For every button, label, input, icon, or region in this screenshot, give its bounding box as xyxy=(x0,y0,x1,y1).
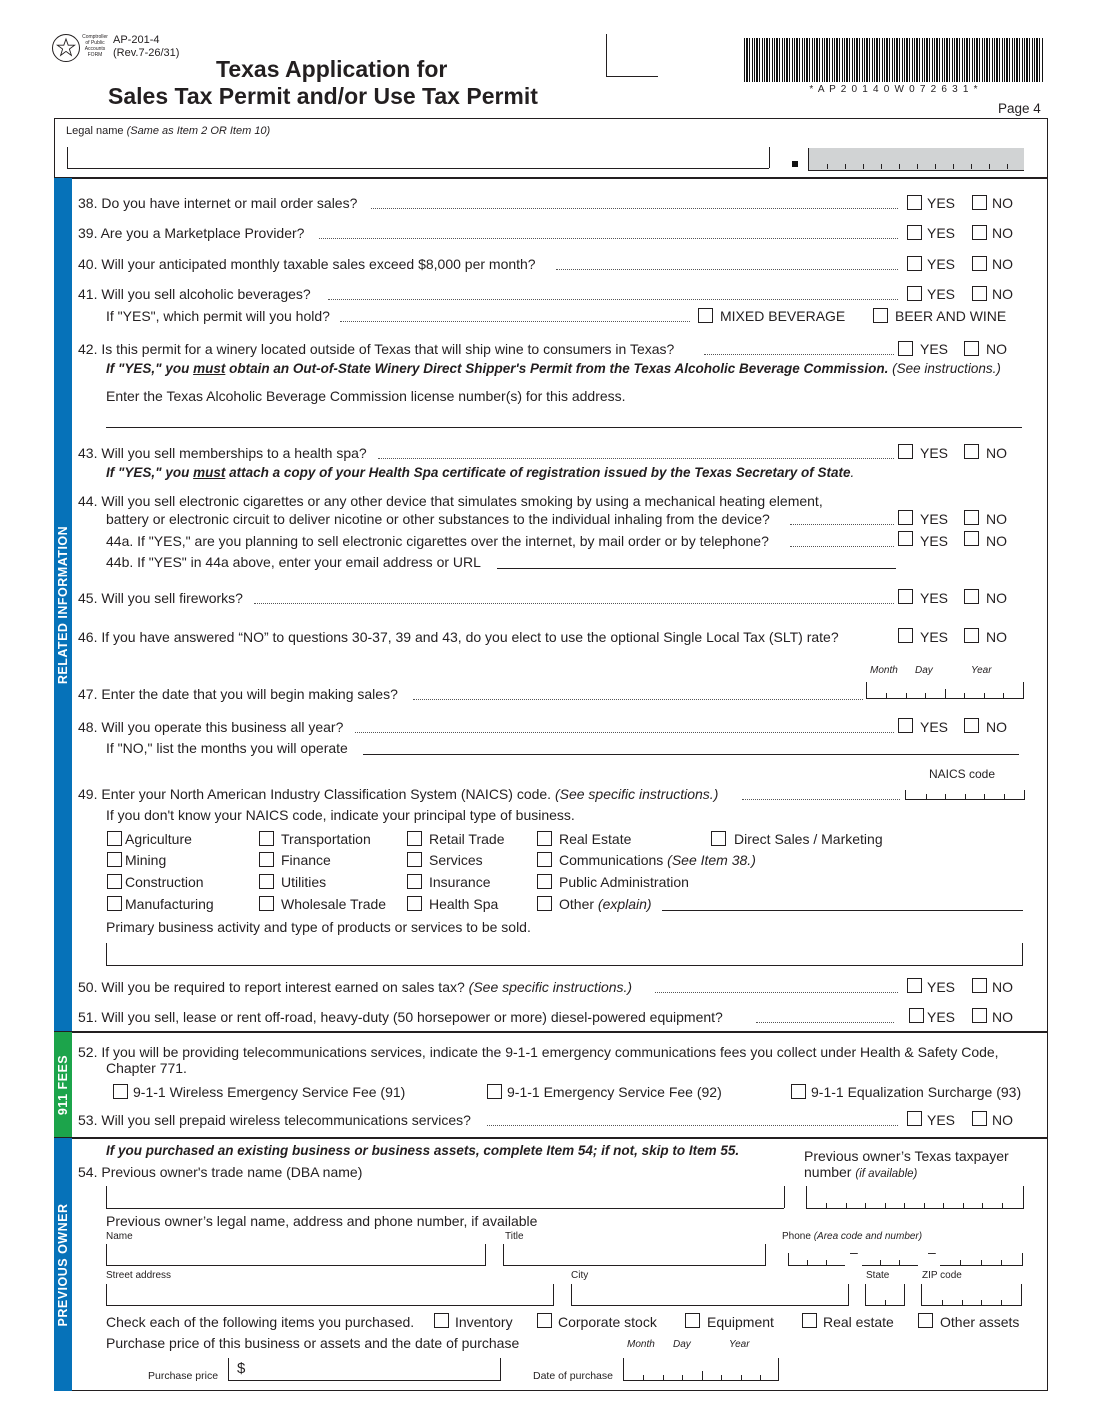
legal-name-field[interactable] xyxy=(769,147,770,168)
real-estate-purchased-checkbox[interactable] xyxy=(802,1313,817,1328)
q41-yes-checkbox[interactable] xyxy=(907,286,922,301)
q44b-email-field[interactable] xyxy=(497,568,896,569)
primary-activity-field[interactable] xyxy=(106,943,107,965)
dollar-sign: $ xyxy=(237,1360,246,1377)
q48-yes-checkbox[interactable] xyxy=(898,718,913,733)
primary-activity-label: Primary business activity and type of products or services to be sold. xyxy=(106,919,531,935)
question-52-cont: Chapter 771. xyxy=(106,1060,187,1076)
leader-dots xyxy=(328,299,898,300)
name-label: Name xyxy=(106,1231,133,1242)
leader-dots xyxy=(790,546,894,547)
purchase-price-label: Purchase price xyxy=(148,1370,219,1382)
health-spa-checkbox[interactable] xyxy=(407,896,422,911)
communications-label: Communications (See Item 38.) xyxy=(559,852,756,868)
q43-no-label: NO xyxy=(986,445,1007,461)
start-date-field[interactable] xyxy=(866,682,1024,699)
q44-yes-checkbox[interactable] xyxy=(898,510,913,525)
q46-no-checkbox[interactable] xyxy=(964,628,979,643)
leader-dots xyxy=(556,269,898,270)
form-title-line2: Sales Tax Permit and/or Use Tax Permit xyxy=(108,83,538,109)
q45-no-checkbox[interactable] xyxy=(964,589,979,604)
state-label: State xyxy=(866,1270,890,1281)
other-checkbox[interactable] xyxy=(537,896,552,911)
q51-yes-checkbox[interactable] xyxy=(909,1008,924,1023)
agriculture-label: Agriculture xyxy=(125,831,192,847)
q42-no-label: NO xyxy=(986,341,1007,357)
leader-dots xyxy=(319,238,898,239)
zip-label: ZIP code xyxy=(922,1270,962,1281)
purchase-year-label: Year xyxy=(729,1339,750,1350)
q42-yes-checkbox[interactable] xyxy=(898,341,913,356)
phone-label: Phone (Area code and number) xyxy=(782,1231,923,1242)
q42-license-label: Enter the Texas Alcoholic Beverage Commission license number(s) for this address. xyxy=(106,388,626,404)
q50-no-checkbox[interactable] xyxy=(972,978,987,993)
finance-checkbox[interactable] xyxy=(259,852,274,867)
equipment-label: Equipment xyxy=(707,1314,774,1330)
question-46: 46. If you have answered “NO” to questions 30-37, 39 and 43, do you elect to use the optional Single Local Tax (SLT) rate? xyxy=(78,629,839,645)
q48-no-label: NO xyxy=(986,719,1007,735)
q41-no-label: NO xyxy=(992,286,1013,302)
q48-yes-label: YES xyxy=(920,719,949,735)
q44a-no-label: NO xyxy=(986,533,1007,549)
question-45: 45. Will you sell fireworks? xyxy=(78,590,243,606)
purchase-price-field[interactable] xyxy=(228,1358,501,1381)
q50-yes-label: YES xyxy=(927,979,956,995)
other-assets-checkbox[interactable] xyxy=(918,1313,933,1328)
form-revision: (Rev.7-26/31) xyxy=(113,47,180,59)
insurance-label: Insurance xyxy=(429,874,491,890)
purchase-month-label: Month xyxy=(627,1339,655,1350)
question-50: 50. Will you be required to report interest earned on sales tax? (See specific instructions.) xyxy=(78,979,633,995)
check-items-label: Check each of the following items you purchased. xyxy=(106,1314,415,1330)
corporate-stock-checkbox[interactable] xyxy=(537,1313,552,1328)
fee-93-label: 9-1-1 Equalization Surcharge (93) xyxy=(811,1084,1022,1100)
question-40: 40. Will your anticipated monthly taxable sales exceed $8,000 per month? xyxy=(78,256,536,272)
q39-no-label: NO xyxy=(992,225,1013,241)
retail-trade-label: Retail Trade xyxy=(429,831,505,847)
question-44: 44. Will you sell electronic cigarettes or any other device that simulates smoking by using a mechanical heating element, xyxy=(78,493,823,509)
leader-dots xyxy=(790,524,894,525)
leader-dots xyxy=(756,1022,894,1023)
inventory-checkbox[interactable] xyxy=(434,1313,449,1328)
direct-sales-checkbox[interactable] xyxy=(711,831,726,846)
date-month-label: Month xyxy=(870,665,898,676)
question-44a: 44a. If "YES," are you planning to sell electronic cigarettes over the internet, by mail order or by telephone? xyxy=(106,533,769,549)
mixed-beverage-checkbox[interactable] xyxy=(698,308,713,323)
street-label: Street address xyxy=(106,1270,172,1281)
leader-dots xyxy=(487,1125,898,1126)
beer-wine-label: BEER AND WINE xyxy=(895,308,1007,324)
leader-dots xyxy=(655,992,898,993)
q38-no-checkbox[interactable] xyxy=(972,195,987,210)
q44-yes-label: YES xyxy=(920,511,949,527)
q41-yes-label: YES xyxy=(927,286,956,302)
other-explain-field[interactable] xyxy=(662,910,1023,911)
q39-yes-label: YES xyxy=(927,225,956,241)
q44a-yes-checkbox[interactable] xyxy=(898,531,913,546)
q43-note: If "YES," you must attach a copy of your Health Spa certificate of registration issued by the Texas Secretary of State. xyxy=(106,465,855,480)
manufacturing-label: Manufacturing xyxy=(125,896,214,912)
q43-yes-label: YES xyxy=(920,445,949,461)
q48-no-checkbox[interactable] xyxy=(964,718,979,733)
q44-no-checkbox[interactable] xyxy=(964,510,979,525)
question-44b: 44b. If "YES" in 44a above, enter your email address or URL xyxy=(106,554,481,570)
star-icon xyxy=(53,35,79,61)
question-47: 47. Enter the date that you will begin making sales? xyxy=(78,686,398,702)
q45-yes-label: YES xyxy=(920,590,949,606)
fee-91-checkbox[interactable] xyxy=(113,1084,128,1099)
primary-activity-field[interactable] xyxy=(106,965,1023,966)
divider xyxy=(54,1031,1048,1033)
legal-name-field[interactable] xyxy=(67,147,68,168)
corporate-stock-label: Corporate stock xyxy=(558,1314,657,1330)
q39-yes-checkbox[interactable] xyxy=(907,225,922,240)
mining-checkbox[interactable] xyxy=(107,852,122,867)
legal-name-label: Legal name (Same as Item 2 OR Item 10) xyxy=(66,125,271,137)
q38-yes-label: YES xyxy=(927,195,956,211)
q38-yes-checkbox[interactable] xyxy=(907,195,922,210)
naics-code-label: NAICS code xyxy=(929,767,996,781)
q44-no-label: NO xyxy=(986,511,1007,527)
finance-label: Finance xyxy=(281,852,331,868)
q42-no-checkbox[interactable] xyxy=(964,341,979,356)
q51-no-label: NO xyxy=(992,1009,1013,1025)
wholesale-trade-checkbox[interactable] xyxy=(259,896,274,911)
q45-yes-checkbox[interactable] xyxy=(898,589,913,604)
q42-yes-label: YES xyxy=(920,341,949,357)
public-administration-label: Public Administration xyxy=(559,874,689,890)
q45-no-label: NO xyxy=(986,590,1007,606)
section-previous-owner: PREVIOUS OWNER xyxy=(54,1138,72,1391)
divider xyxy=(54,177,1048,179)
section-related-information: RELATED INFORMATION xyxy=(54,178,72,1031)
q43-yes-checkbox[interactable] xyxy=(898,444,913,459)
prev-state-field[interactable] xyxy=(865,1284,905,1306)
q44a-yes-label: YES xyxy=(920,533,949,549)
services-checkbox[interactable] xyxy=(407,852,422,867)
q53-yes-label: YES xyxy=(927,1112,956,1128)
real-estate-checkbox[interactable] xyxy=(537,831,552,846)
leader-dots xyxy=(413,699,863,700)
wholesale-trade-label: Wholesale Trade xyxy=(281,896,387,912)
prev-street-field[interactable] xyxy=(106,1284,554,1306)
question-48: 48. Will you operate this business all year? xyxy=(78,719,344,735)
barcode xyxy=(744,38,1044,82)
question-54: 54. Previous owner's trade name (DBA name) xyxy=(78,1164,363,1180)
corner-mark xyxy=(606,76,658,77)
section-911-fees: 911 FEES xyxy=(54,1032,72,1137)
form-title-line1: Texas Application for xyxy=(216,56,448,82)
q50-no-label: NO xyxy=(992,979,1013,995)
q39-no-checkbox[interactable] xyxy=(972,225,987,240)
other-label: Other (explain) xyxy=(559,896,652,912)
leader-dots xyxy=(355,732,894,733)
q46-yes-checkbox[interactable] xyxy=(898,628,913,643)
divider xyxy=(54,1137,1048,1139)
prev-trade-name-field[interactable] xyxy=(106,1186,107,1208)
q38-no-label: NO xyxy=(992,195,1013,211)
q40-no-checkbox[interactable] xyxy=(972,256,987,271)
communications-checkbox[interactable] xyxy=(537,852,552,867)
q42-license-field[interactable] xyxy=(106,427,1022,428)
question-48-months: If "NO," list the months you will operate xyxy=(106,740,348,756)
insurance-checkbox[interactable] xyxy=(407,874,422,889)
prev-name-field[interactable] xyxy=(106,1244,486,1266)
q50-yes-checkbox[interactable] xyxy=(907,978,922,993)
question-52: 52. If you will be providing telecommunications services, indicate the 9-1-1 emergency communications fees you collect under Health & Safety Code, xyxy=(78,1044,999,1060)
prev-taxpayer-label-1: Previous owner’s Texas taxpayer xyxy=(804,1148,1009,1164)
q43-no-checkbox[interactable] xyxy=(964,444,979,459)
transportation-label: Transportation xyxy=(281,831,371,847)
transportation-checkbox[interactable] xyxy=(259,831,274,846)
q53-no-checkbox[interactable] xyxy=(972,1111,987,1126)
fee-92-checkbox[interactable] xyxy=(487,1084,502,1099)
prev-phone-field[interactable]: – – xyxy=(788,1244,1022,1266)
inventory-label: Inventory xyxy=(455,1314,513,1330)
previous-owner-intro: If you purchased an existing business or business assets, complete Item 54; if not, skip to Item 55. xyxy=(106,1143,740,1158)
agency-seal-text: Comptroller of Public Accounts FORM xyxy=(82,34,108,58)
agriculture-checkbox[interactable] xyxy=(107,831,122,846)
leader-dots xyxy=(371,208,898,209)
city-label: City xyxy=(571,1270,589,1281)
question-44-cont: battery or electronic circuit to deliver nicotine or other substances to the individual inhaling from the device? xyxy=(106,511,770,527)
mixed-beverage-label: MIXED BEVERAGE xyxy=(720,308,846,324)
question-53: 53. Will you sell prepaid wireless telecommunications services? xyxy=(78,1112,471,1128)
q48-months-field[interactable] xyxy=(363,754,1019,755)
services-label: Services xyxy=(429,852,483,868)
fee-93-checkbox[interactable] xyxy=(791,1084,806,1099)
direct-sales-label: Direct Sales / Marketing xyxy=(734,831,883,847)
leader-dots xyxy=(340,321,690,322)
leader-dots xyxy=(742,799,900,800)
q40-no-label: NO xyxy=(992,256,1013,272)
question-43: 43. Will you sell memberships to a health spa? xyxy=(78,445,367,461)
bullet xyxy=(792,161,798,167)
barcode-text: * A P 2 0 1 4 0 W 0 7 2 6 3 1 * xyxy=(809,84,979,95)
legal-name-field[interactable] xyxy=(67,168,769,169)
purchase-line-label: Purchase price of this business or assets and the date of purchase xyxy=(106,1335,520,1351)
utilities-label: Utilities xyxy=(281,874,327,890)
naics-code-field[interactable] xyxy=(905,790,1025,800)
other-assets-label: Other assets xyxy=(940,1314,1020,1330)
fee-92-label: 9-1-1 Emergency Service Fee (92) xyxy=(507,1084,722,1100)
q53-no-label: NO xyxy=(992,1112,1013,1128)
date-of-purchase-field[interactable] xyxy=(623,1358,779,1381)
date-day-label: Day xyxy=(915,665,933,676)
question-51: 51. Will you sell, lease or rent off-road, heavy-duty (50 horsepower or more) diesel-powered equipment? xyxy=(78,1009,723,1025)
q42-note: If "YES," you must obtain an Out-of-State Winery Direct Shipper's Permit from the Texas Alcoholic Beverage Commission. (See instructions.) xyxy=(106,361,1001,376)
corner-mark xyxy=(606,34,607,76)
utilities-checkbox[interactable] xyxy=(259,874,274,889)
prev-city-field[interactable] xyxy=(571,1284,849,1306)
prev-legal-label: Previous owner’s legal name, address and phone number, if available xyxy=(106,1213,538,1229)
q40-yes-label: YES xyxy=(927,256,956,272)
question-38: 38. Do you have internet or mail order sales? xyxy=(78,195,358,211)
date-year-label: Year xyxy=(971,665,992,676)
q51-no-checkbox[interactable] xyxy=(972,1008,987,1023)
fee-91-label: 9-1-1 Wireless Emergency Service Fee (91) xyxy=(133,1084,406,1100)
construction-label: Construction xyxy=(125,874,204,890)
mining-label: Mining xyxy=(125,852,167,868)
real-estate-label: Real Estate xyxy=(559,831,632,847)
question-41-permit: If "YES", which permit will you hold? xyxy=(106,308,330,324)
prev-trade-name-field[interactable] xyxy=(784,1186,785,1208)
leader-dots xyxy=(704,354,894,355)
question-39: 39. Are you a Marketplace Provider? xyxy=(78,225,305,241)
form-number: AP-201-4 xyxy=(113,34,160,46)
manufacturing-checkbox[interactable] xyxy=(107,896,122,911)
q51-yes-label: YES xyxy=(927,1009,956,1025)
q41-no-checkbox[interactable] xyxy=(972,286,987,301)
date-of-purchase-label: Date of purchase xyxy=(533,1370,613,1382)
retail-trade-checkbox[interactable] xyxy=(407,831,422,846)
page-number: Page 4 xyxy=(998,101,1041,116)
prev-trade-name-field[interactable] xyxy=(106,1208,784,1209)
q46-yes-label: YES xyxy=(920,629,949,645)
prev-taxpayer-number-field[interactable] xyxy=(806,1186,1024,1209)
question-41: 41. Will you sell alcoholic beverages? xyxy=(78,286,311,302)
real-estate-purchased-label: Real estate xyxy=(823,1314,894,1330)
purchase-day-label: Day xyxy=(673,1339,691,1350)
title-label: Title xyxy=(505,1231,524,1242)
prev-taxpayer-label-2: number (if available) xyxy=(804,1164,918,1180)
health-spa-label: Health Spa xyxy=(429,896,499,912)
agency-seal xyxy=(52,34,80,62)
question-49-type: If you don't know your NAICS code, indicate your principal type of business. xyxy=(106,807,575,823)
prev-title-field[interactable] xyxy=(503,1244,766,1266)
leader-dots xyxy=(254,603,894,604)
prev-zip-field[interactable] xyxy=(921,1284,1022,1306)
equipment-checkbox[interactable] xyxy=(685,1313,700,1328)
q40-yes-checkbox[interactable] xyxy=(907,256,922,271)
taxpayer-number-field[interactable] xyxy=(808,148,1024,171)
public-administration-checkbox[interactable] xyxy=(537,874,552,889)
q46-no-label: NO xyxy=(986,629,1007,645)
question-49: 49. Enter your North American Industry Classification System (NAICS) code. (See specific instructions.) xyxy=(78,786,719,802)
question-42: 42. Is this permit for a winery located outside of Texas that will ship wine to consumers in Texas? xyxy=(78,341,675,357)
primary-activity-field[interactable] xyxy=(1022,943,1023,965)
beer-wine-checkbox[interactable] xyxy=(873,308,888,323)
leader-dots xyxy=(378,458,894,459)
q44a-no-checkbox[interactable] xyxy=(964,531,979,546)
q53-yes-checkbox[interactable] xyxy=(907,1111,922,1126)
construction-checkbox[interactable] xyxy=(107,874,122,889)
